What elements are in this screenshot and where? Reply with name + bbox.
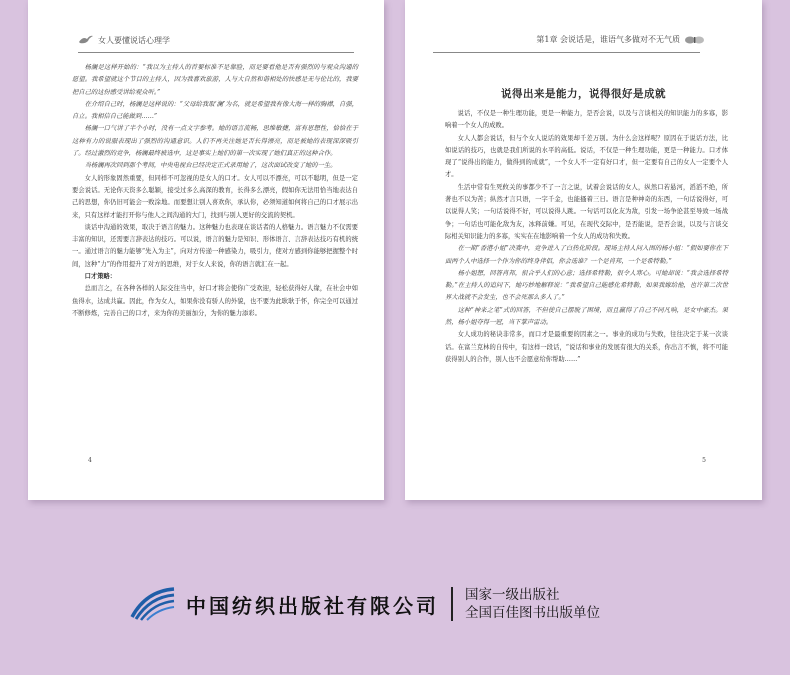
right-paragraph: 杨小姐想，回答肖邦，很合乎人们的心意；选择希特勒，很令人寒心。可她却说：“我会选择希特勒。”在主持人的追问下，她巧妙地解释说：“我希望自己能感化希特勒，如果我嫁给他，也许第二次世界大战就不会发生，也不会死那么多人了。” (445, 269, 728, 302)
footer-divider (451, 587, 453, 621)
left-paragraph: 女人的形象固然重要，但同样不可忽视的是女人的口才。女人可以不漂亮，可以不聪明，但是一定要会说话。无论你天资多么聪颖，接受过多么高深的教育，长得多么漂亮，假如你无法用恰当地表达自己的思想，你仍旧可能会一败涂地。而要想让别人喜欢你，承认你，必须知道如何将自己的口才展示出来，只有这样才能打开你与他人之间沟通的大门，找到与别人更好的交流的契机。 (72, 174, 358, 219)
left-book-page (28, 0, 384, 500)
publisher-logo-icon (130, 587, 176, 621)
right-head-rule (433, 52, 700, 53)
section-title: 说得出来是能力，说得很好是成就 (501, 88, 666, 100)
left-running-head-text: 女人要懂说话心理学 (98, 35, 170, 45)
right-book-page (405, 0, 762, 500)
left-head-rule (78, 52, 354, 53)
right-running-head (536, 34, 706, 45)
right-page-number: 5 (702, 457, 706, 464)
left-running-head (78, 34, 170, 46)
right-paragraph: 在一期“香港小姐”决赛中，竞争进入了白热化阶段。现场主持人问入围的杨小姐：“假如要你在下面两个人中选择一个作为你的终身伴侣，你会选谁？一个是肖邦，一个是希特勒。” (445, 245, 728, 265)
publisher-name: 中国纺织出版社有限公司 (186, 593, 439, 618)
left-paragraph: 杨澜一口气讲了半个小时，没有一点文字参考。她的语言流畅，思维敏捷，富有思想性，恰恰在于这种有力的说服表现出了强烈的沟通意识。人们不再关注她是否长得漂亮，而是被她的表现深深吸引了。经过激烈的竞争，杨澜最终被选中，这是事实上她们的第一次实现了她们真正的这种合作。 (72, 125, 358, 158)
left-paragraph: 口才策略： (84, 273, 117, 281)
left-paragraph: 杨澜是这样开始的：“我以为主持人的首要标准不是靠脸，而是要看他是否有强烈的与观众沟通的愿望。我希望就这个节目的主持人，因为我喜欢旅游，人与大自然和谐相处的快感是无与伦比的，我要把自己的这份感受讲给观众听。” (72, 64, 358, 96)
right-paragraph: 生活中常有生死攸关的事都少不了一言之说，试着会说话的女人，纵然口若悬河，滔滔不绝，所著也不以为苦；纵然才言只语，一字千金，也能搔着三日。语言是种神奇的东西，一句话说得好，可以说得人笑；一句话说得不好，可以说得人跳。一句话可以化友为敌，引发一场争论甚至导致一场战争；一句话也可能化敌为友，冰释前嫌。可见，在现代交际中，是否能说，是否会说，以及与言谈交际相关知识能力的多寡，实实在在地影响着一个女人的成功和失败。 (445, 183, 728, 240)
left-page-body (72, 62, 358, 320)
right-paragraph: 这种“神来之笔”式的回答，不但使自己摆脱了困境，而且赢得了自己不同凡响，是女中豪杰。果然，杨小姐夺得一冠，当下掌声雷动。 (445, 306, 728, 327)
right-paragraph: 女人人都会说话，但与个女人说话的效果却千差万别。为什么会这样呢？原因在于说话方法，比如说话的技巧，也就是我们所说的水平的高低。说话，不仅是一种生理功能，更是一种能力。口才体现了“说得出的能力，做得到的成就”，一个女人不一定有好口才，但一定要有自己的女人一定要个人才。 (445, 134, 728, 179)
left-paragraph: 当杨澜再次回到那个考间，中央电视台已经决定正式录用她了，这次面试改变了她的一生。 (84, 162, 337, 170)
bird-icon (78, 34, 94, 46)
slogan-national: 国家一级出版社 (465, 587, 560, 603)
left-paragraph: 谈话中沟通的效果，取决于语言的魅力。这种魅力也表现在谈话者的人格魅力。语言魅力不仅需要丰富的知识，还需要言辞表达的技巧。可以说，语言的魅力是知识、形体语言、言辞表达技巧有机的统一。通过语言的魅力能够“先入为主”，向对方传递一种感染力，吸引力，使对方感到你能够把握整个时间，这种“力”的作用提升了对方的思维，对于女人来说，你的语言就汇在一起。 (72, 223, 358, 268)
right-paragraph: 说话，不仅是一种生理功能，更是一种能力，是否会说，以及与言谈相关的知识能力的多寡，影响着一个女人的成败。 (445, 110, 728, 130)
left-page-number: 4 (88, 457, 92, 464)
right-paragraph: 女人成功的秘诀非常多，而口才是最重要的因素之一。事业的成功与失败，往往决定于某一次谈话。在富兰克林的自传中，有这样一段话，“说话和事业的发展有很大的关系，你出言不慎，将不可能获得别人的合作，别人也不会愿意给你帮助……” (445, 331, 728, 363)
right-page-body (445, 108, 728, 366)
left-paragraph: 在介绍自己时，杨澜是这样说的：“父母给我取‘澜’为名，就是希望我有像大海一样的胸襟，自强，自立。我相信自己能做到……” (72, 100, 358, 121)
right-running-head-text: 第1章 会说话是，谁语气多做对不无气质 (536, 35, 680, 44)
publisher-footer (130, 574, 690, 634)
slogan-top100: 全国百佳图书出版单位 (465, 605, 600, 621)
left-paragraph: 总而言之，在各种各样的人际交往当中，好口才将会使你广受欢迎，轻松获得好人缘，在社会中如鱼得水，达成共赢。因此，作为女人，如果你没有骄人的外貌，也不要为此耿耿于怀，你完全可以通过不断修炼，完善自己的口才，来为你的美丽加分，为你的魅力添彩。 (72, 285, 358, 317)
publisher-slogans (465, 586, 600, 622)
butterfly-icon (684, 35, 706, 45)
